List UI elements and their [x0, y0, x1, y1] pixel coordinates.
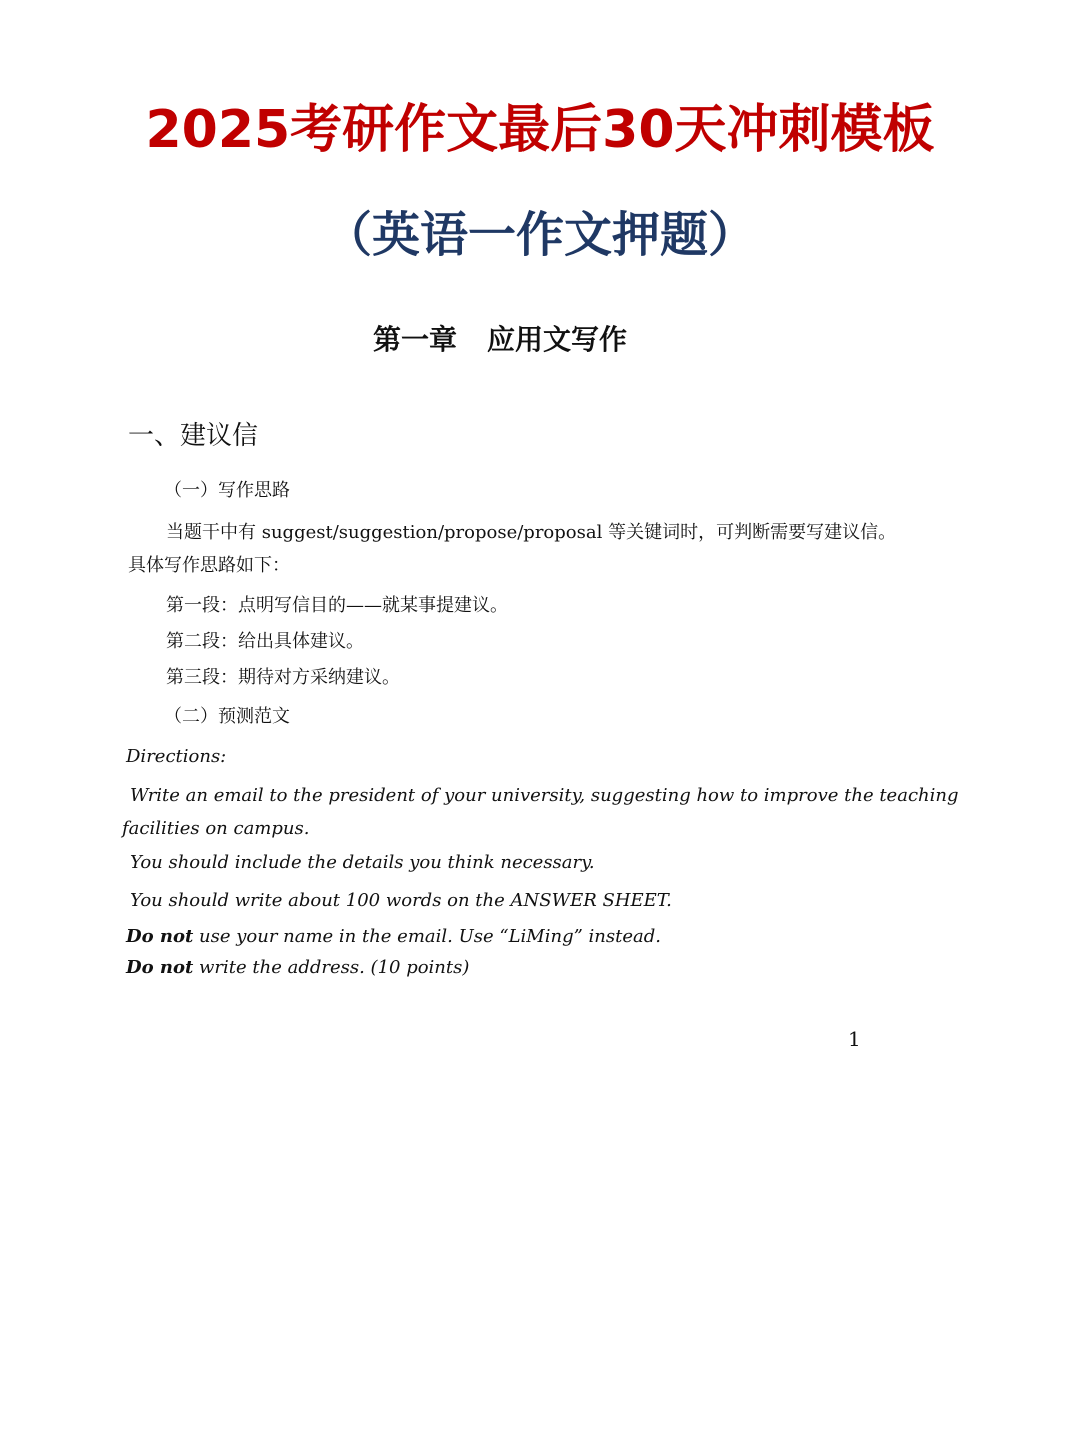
- writing-approach-heading: （一）写作思路: [164, 480, 290, 501]
- chapter-label: 第一章: [372, 323, 457, 356]
- intro-paragraph-line-2: 具体写作思路如下：: [128, 555, 290, 576]
- directions-line-4: [126, 924, 661, 950]
- step-paragraph-1: 第一段：点明写信目的——就某事提建议。: [166, 595, 508, 616]
- directions-line-1: Write an email to the president of your university, suggesting how to improve the teaching: [130, 785, 959, 806]
- directions-line-5: [126, 955, 469, 981]
- document-subtitle: （英语一作文押题）: [323, 207, 756, 263]
- directions-line-5-text: write the address. (10 points): [193, 957, 470, 978]
- directions-line-1-continued: facilities on campus.: [122, 818, 310, 839]
- section-title: 一、建议信: [128, 421, 259, 451]
- step-paragraph-2: 第二段：给出具体建议。: [166, 631, 364, 652]
- do-not-emphasis: Do not: [126, 926, 194, 947]
- do-not-emphasis: Do not: [126, 957, 194, 978]
- step-paragraph-3: 第三段：期待对方采纳建议。: [166, 667, 400, 688]
- sample-essay-heading: （二）预测范文: [164, 706, 290, 727]
- directions-label: Directions:: [126, 746, 227, 767]
- directions-line-3: You should write about 100 words on the ANSWER SHEET.: [130, 890, 672, 911]
- chapter-heading: [0, 322, 1000, 358]
- directions-line-2: You should include the details you think necessary.: [130, 852, 595, 873]
- intro-paragraph-line-1: 当题干中有 suggest/suggestion/propose/proposal 等关键词时，可判断需要写建议信。: [166, 522, 897, 543]
- chapter-name: 应用文写作: [487, 323, 628, 356]
- page-number: 1: [848, 1027, 861, 1051]
- directions-line-4-text: use your name in the email. Use “LiMing” instead.: [193, 926, 661, 947]
- document-title: 2025考研作文最后30天冲刺模板: [145, 100, 935, 160]
